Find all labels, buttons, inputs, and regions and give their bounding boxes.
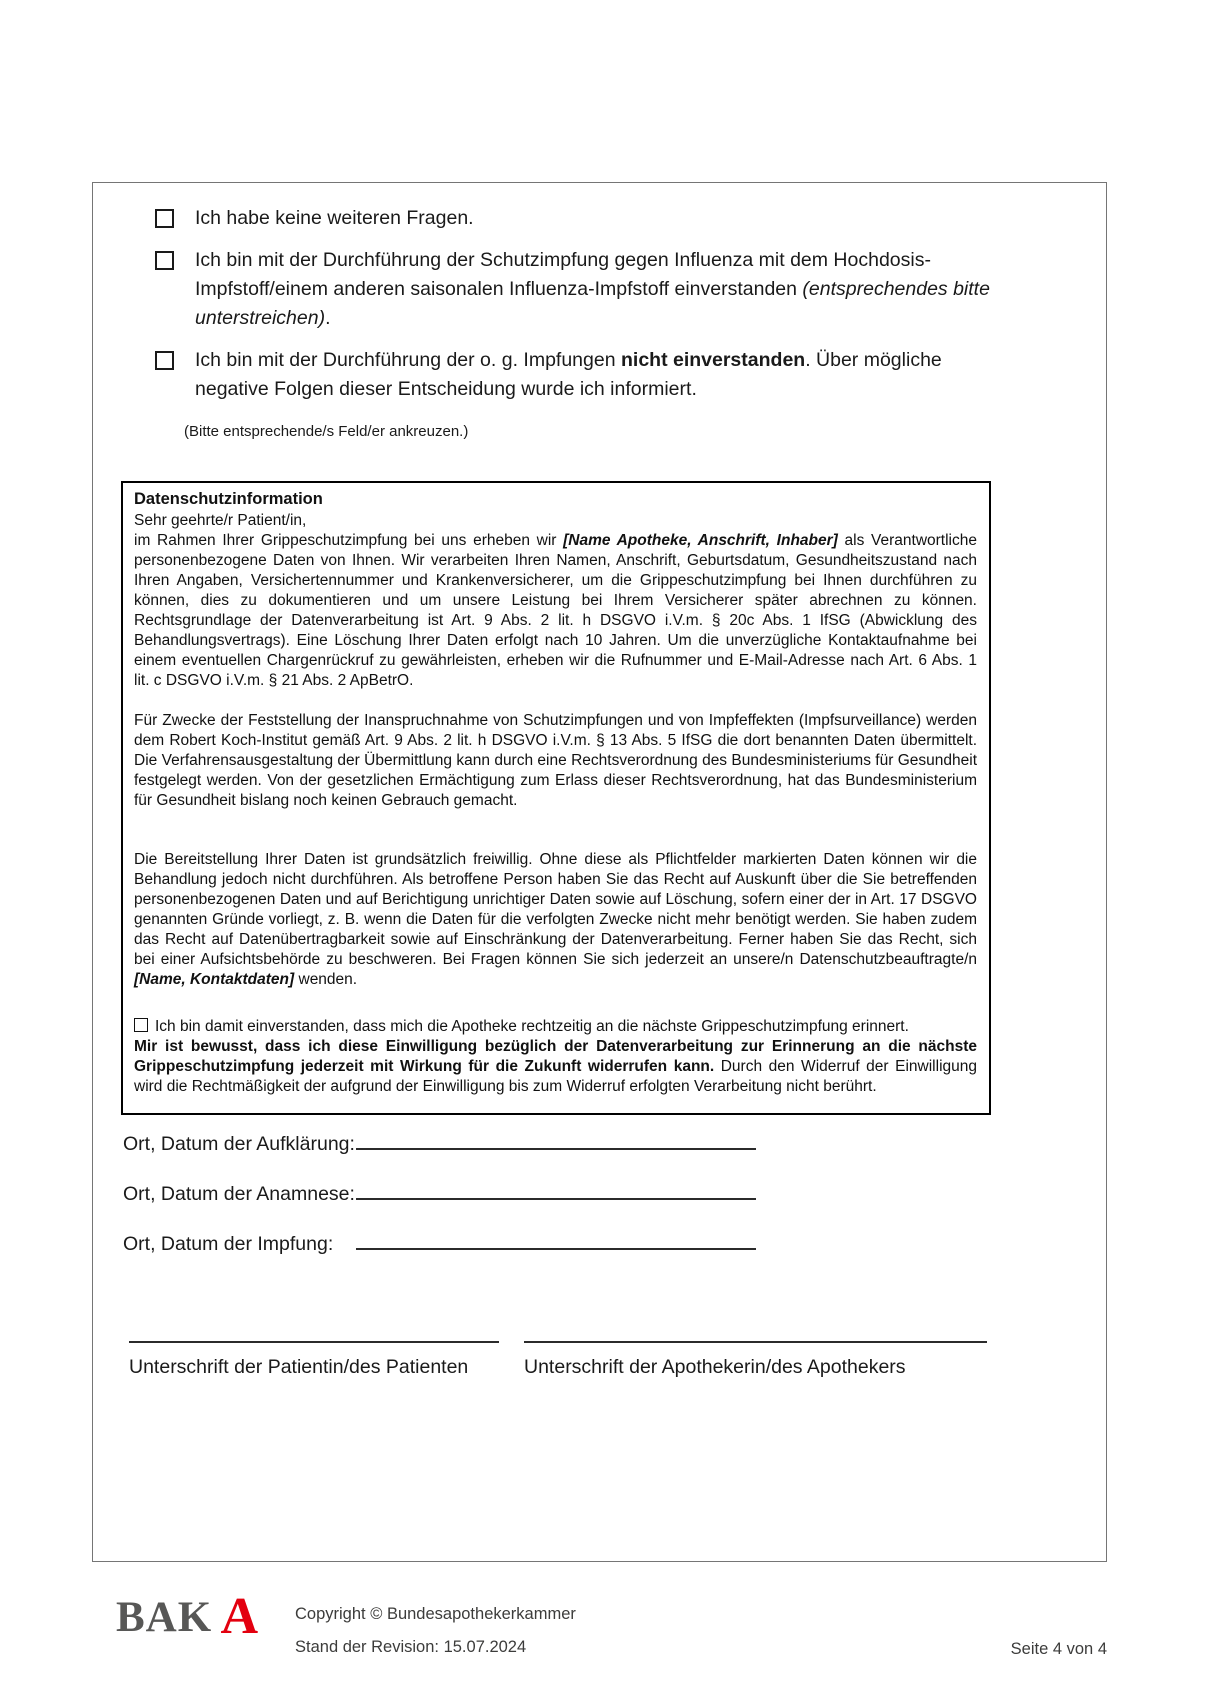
checkbox-consent-vaccination[interactable]: [155, 251, 174, 270]
salutation: Sehr geehrte/r Patient/in,: [134, 512, 307, 529]
option-text-italic: (entsprechendes bitte unterstreichen): [195, 278, 990, 329]
option-consent-vaccination: [155, 246, 1106, 333]
option-consent-vaccination-label: [195, 246, 990, 333]
date-row-anamnese: [123, 1178, 756, 1228]
option-text-bold: nicht einverstanden: [620, 349, 806, 371]
date-fields-section: [123, 1128, 756, 1278]
option-no-consent-label: [195, 346, 990, 404]
date-label-impfung: Ort, Datum der Impfung:: [123, 1233, 334, 1255]
paragraph-text: im Rahmen Ihrer Grippeschutzimpfung bei uns erheben wir: [134, 532, 564, 549]
paragraph-text: Die Bereitstellung Ihrer Daten ist grundsätzlich freiwillig. Ohne diese als Pflichtfelder markierten Daten können wir die Behandlung jedoch nicht durchführen. Als betroffene Person haben Sie das Recht auf Auskunft über die Sie betreffenden personenbezogenen Daten und auf Berichtigung unrichtiger Daten sowie auf Löschung, sofern einer der in Art. 17 DSGVO genannten Gründe vorliegt, z. B. wenn die Daten für die verfolgten Zwecke nicht mehr benötigt werden. Sie haben zudem das Recht auf Datenübertragbarkeit sowie auf Einschränkung der Datenverarbeitung. Ferner haben Sie das Recht, sich bei einer Aufsichtsbehörde zu beschweren. Bei Fragen können Sie sich jederzeit an unsere/n Datenschutzbeauftragte/n: [134, 851, 977, 968]
apotheke-a-icon: A: [220, 1588, 260, 1645]
reminder-consent-text: Ich bin damit einverstanden, dass mich die Apotheke rechtzeitig an die nächste Grippeschutzimpfung erinnert.: [155, 1018, 909, 1035]
instruction-note: (Bitte entsprechende/s Feld/er ankreuzen.): [184, 423, 469, 440]
date-label-aufklaerung: Ort, Datum der Aufklärung:: [123, 1133, 355, 1155]
revision-date: Stand der Revision: 15.07.2024: [295, 1638, 527, 1656]
dpo-name-placeholder: [Name, Kontaktdaten]: [134, 971, 295, 988]
date-input-line-impfung[interactable]: [356, 1228, 756, 1250]
datenschutz-title: Datenschutzinformation: [134, 490, 323, 508]
checkbox-no-questions[interactable]: [155, 209, 174, 228]
datenschutz-paragraph-2: Für Zwecke der Feststellung der Inanspruchnahme von Schutzimpfungen und von Impfeffekten (Impfsurveillance) werden dem Robert Koch-Institut gemäß Art. 9 Abs. 2 lit. h DSGVO i.V.m. § 13 Abs. 5 IfSG die dort benannten Daten übermittelt. Die Verfahrensausgestaltung der Übermittlung kann durch eine Rechtsverordnung des Bundesministeriums für Gesundheit festgelegt werden. Von der gesetzlichen Ermächtigung zum Erlass dieser Rechtsverordnung, hat das Bundesministerium für Gesundheit bislang noch keinen Gebrauch gemacht.: [134, 712, 977, 809]
revocation-notice-bold: Mir ist bewusst, dass ich diese Einwilligung bezüglich der Datenverarbeitung zur Erinnerung an die nächste Grippeschutzimpfung jederzeit mit Wirkung für die Zukunft widerrufen kann.: [134, 1038, 977, 1075]
pharmacist-signature-label: Unterschrift der Apothekerin/des Apothekers: [524, 1356, 906, 1378]
option-text: . Über mögliche negative Folgen dieser Entscheidung wurde ich informiert.: [195, 349, 942, 400]
consent-options-section: [93, 183, 1106, 440]
datenschutz-box: [121, 481, 991, 1115]
paragraph-text: als Verantwortliche personenbezogene Daten von Ihnen. Wir verarbeiten Ihren Namen, Anschrift, Geburtsdatum, Gesundheitszustand nach Ihren Angaben, Versichertennummer und Krankenversicherer, um die Grippeschutzimpfung bei Ihnen durchführen zu können, dies zu dokumentieren und um unsere Leistung bei Ihrem Versicherer später abrechnen zu können. Rechtsgrundlage der Datenverarbeitung ist Art. 9 Abs. 2 lit. h DSGVO i.V.m. § 20c Abs. 1 IfSG (Abwicklung des Behandlungsvertrags). Eine Löschung Ihrer Daten erfolgt nach 10 Jahren. Um die unverzügliche Kontaktaufnahme bei einem eventuellen Chargenrückruf zu gewährleisten, erheben wir die Rufnummer und E-Mail-Adresse nach Art. 6 Abs. 1 lit. c DSGVO i.V.m. § 21 Abs. 2 ApBetrO.: [134, 532, 977, 689]
patient-signature-label: Unterschrift der Patientin/des Patienten: [129, 1356, 469, 1378]
pharmacist-signature-field[interactable]: [524, 1341, 987, 1379]
option-text: .: [325, 307, 331, 329]
form-page-border: [92, 182, 1107, 1562]
date-label-anamnese: Ort, Datum der Anamnese:: [123, 1183, 355, 1205]
bak-logo: [116, 1588, 260, 1645]
option-text: Ich habe keine weiteren Fragen.: [195, 207, 474, 229]
option-text: Ich bin mit der Durchführung der o. g. Impfungen: [195, 349, 621, 371]
date-row-aufklaerung: [123, 1128, 756, 1178]
paragraph-text: wenden.: [294, 971, 358, 988]
reminder-consent-paragraph: [134, 1017, 977, 1097]
signature-section: [129, 1341, 987, 1379]
page-number: Seite 4 von 4: [1010, 1640, 1107, 1658]
option-text: Ich bin mit der Durchführung der Schutzimpfung gegen Influenza mit dem Hochdosis-Impfstoff/einem anderen saisonalen Influenza-Impfstoff einverstanden: [195, 249, 931, 300]
checkbox-no-consent[interactable]: [155, 351, 174, 370]
pharmacy-name-placeholder: [Name Apotheke, Anschrift, Inhaber]: [563, 532, 838, 549]
bak-logo-text: BAK: [116, 1593, 213, 1641]
option-no-consent: [155, 346, 1106, 404]
revocation-notice-rest: Durch den Widerruf der Einwilligung wird die Rechtmäßigkeit der aufgrund der Einwilligung bis zum Widerruf erfolgten Verarbeitung nicht berührt.: [134, 1058, 977, 1095]
patient-signature-field[interactable]: [129, 1341, 499, 1379]
date-input-line-aufklaerung[interactable]: [356, 1128, 756, 1150]
date-row-impfung: [123, 1228, 756, 1278]
datenschutz-paragraph-3: [134, 850, 977, 990]
checkbox-reminder-consent[interactable]: [134, 1018, 148, 1032]
copyright-text: Copyright © Bundesapothekerkammer: [295, 1605, 576, 1623]
date-input-line-anamnese[interactable]: [356, 1178, 756, 1200]
option-no-questions-label: [195, 204, 990, 233]
datenschutz-paragraph-1: [134, 531, 977, 691]
option-no-questions: [155, 204, 1106, 233]
